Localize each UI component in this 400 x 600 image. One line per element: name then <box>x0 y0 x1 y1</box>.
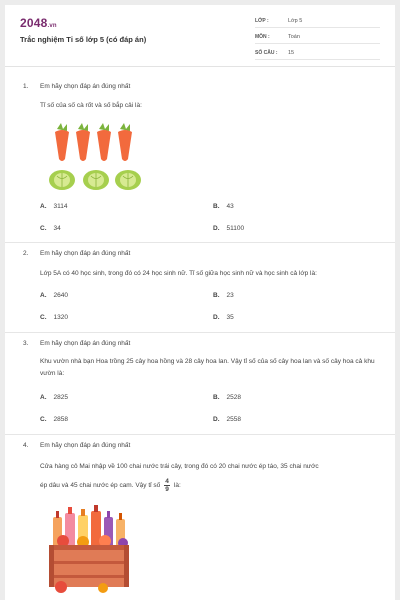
option-value: 2640 <box>53 292 68 299</box>
question-instruction: Em hãy chọn đáp án đúng nhất <box>40 250 131 257</box>
meta-value: Toán <box>288 34 300 40</box>
option-value: 51100 <box>226 225 245 232</box>
option-letter: C. <box>40 416 47 423</box>
site-logo[interactable]: 2048.vn <box>20 16 57 30</box>
meta-value: Lớp 5 <box>288 18 303 24</box>
option-letter: A. <box>40 203 47 210</box>
question-text: là: <box>173 482 181 490</box>
meta-label: SỐ CÂU : <box>255 50 278 56</box>
option-letter: C. <box>40 225 47 232</box>
option-value: 23 <box>226 292 234 299</box>
cabbages-image <box>47 167 147 192</box>
question-number: 1. <box>23 83 29 90</box>
option-b[interactable] <box>213 292 234 299</box>
option-value: 34 <box>53 225 61 232</box>
cabbage-icon <box>49 170 141 190</box>
option-letter: D. <box>213 225 220 232</box>
carrot-icon <box>55 123 132 161</box>
meta-subject <box>255 32 380 44</box>
option-d[interactable] <box>213 416 241 423</box>
option-value: 43 <box>226 203 234 210</box>
worksheet <box>5 5 395 600</box>
divider <box>5 434 395 435</box>
option-letter: A. <box>40 394 47 401</box>
option-b[interactable] <box>213 203 234 210</box>
divider <box>5 242 395 243</box>
question-instruction: Em hãy chọn đáp án đúng nhất <box>40 83 131 90</box>
question-number: 3. <box>23 340 29 347</box>
meta-value: 15 <box>288 50 295 56</box>
option-letter: B. <box>213 203 220 210</box>
header <box>5 5 395 67</box>
divider <box>5 332 395 333</box>
option-d[interactable] <box>213 225 244 232</box>
question-text-line1: Cửa hàng cô Mai nhập về 100 chai nước trái cây, trong đó có 20 chai nước ép táo, 35 chai nước <box>40 463 319 470</box>
option-a[interactable] <box>40 292 68 299</box>
option-a[interactable] <box>40 394 68 401</box>
option-a[interactable] <box>40 203 67 210</box>
option-c[interactable] <box>40 416 68 423</box>
question-number: 2. <box>23 250 29 257</box>
juice-crate-image <box>43 505 138 595</box>
option-letter: A. <box>40 292 47 299</box>
fraction-denominator: 9 <box>165 486 169 493</box>
option-value: 2558 <box>226 416 241 423</box>
option-b[interactable] <box>213 394 241 401</box>
option-letter: B. <box>213 394 220 401</box>
question-text: ép dâu và 45 chai nước ép cam. Vậy tỉ số <box>40 482 161 490</box>
option-value: 2528 <box>226 394 241 401</box>
meta-label: MÔN : <box>255 34 270 40</box>
question-text: Tỉ số của số cà rốt và số bắp cải là: <box>40 102 142 109</box>
crate-icon <box>49 545 129 593</box>
option-value: 2858 <box>53 416 68 423</box>
option-letter: D. <box>213 314 220 321</box>
fraction-numerator: 4 <box>165 478 169 485</box>
question-text: Khu vườn nhà bạn Hoa trồng 25 cây hoa hồng và 28 cây hoa lan. Vậy tỉ số của số cây hoa lan và số cây hoa cả khu vườn là: <box>40 358 375 377</box>
page-title: Trắc nghiệm Tỉ số lớp 5 (có đáp án) <box>20 35 147 44</box>
question-text-line2 <box>40 478 385 493</box>
option-d[interactable] <box>213 314 234 321</box>
juice-bottles-icon <box>53 505 128 548</box>
option-value: 1320 <box>53 314 68 321</box>
question-instruction: Em hãy chọn đáp án đúng nhất <box>40 340 131 347</box>
option-value: 2825 <box>53 394 68 401</box>
meta-label: LỚP : <box>255 18 269 24</box>
meta-class <box>255 16 380 28</box>
option-letter: B. <box>213 292 220 299</box>
question-text: Lớp 5A có 40 học sinh, trong đó có 24 học sinh nữ. Tỉ số giữa học sinh nữ và học sinh cả lớp là: <box>40 270 317 277</box>
question-instruction: Em hãy chọn đáp án đúng nhất <box>40 442 131 449</box>
question-number: 4. <box>23 442 29 449</box>
option-value: 3114 <box>53 203 68 210</box>
option-letter: D. <box>213 416 220 423</box>
fraction <box>164 478 170 493</box>
option-c[interactable] <box>40 314 68 321</box>
option-value: 35 <box>226 314 234 321</box>
option-letter: C. <box>40 314 47 321</box>
option-c[interactable] <box>40 225 61 232</box>
carrots-image <box>50 123 135 163</box>
meta-count <box>255 48 380 60</box>
